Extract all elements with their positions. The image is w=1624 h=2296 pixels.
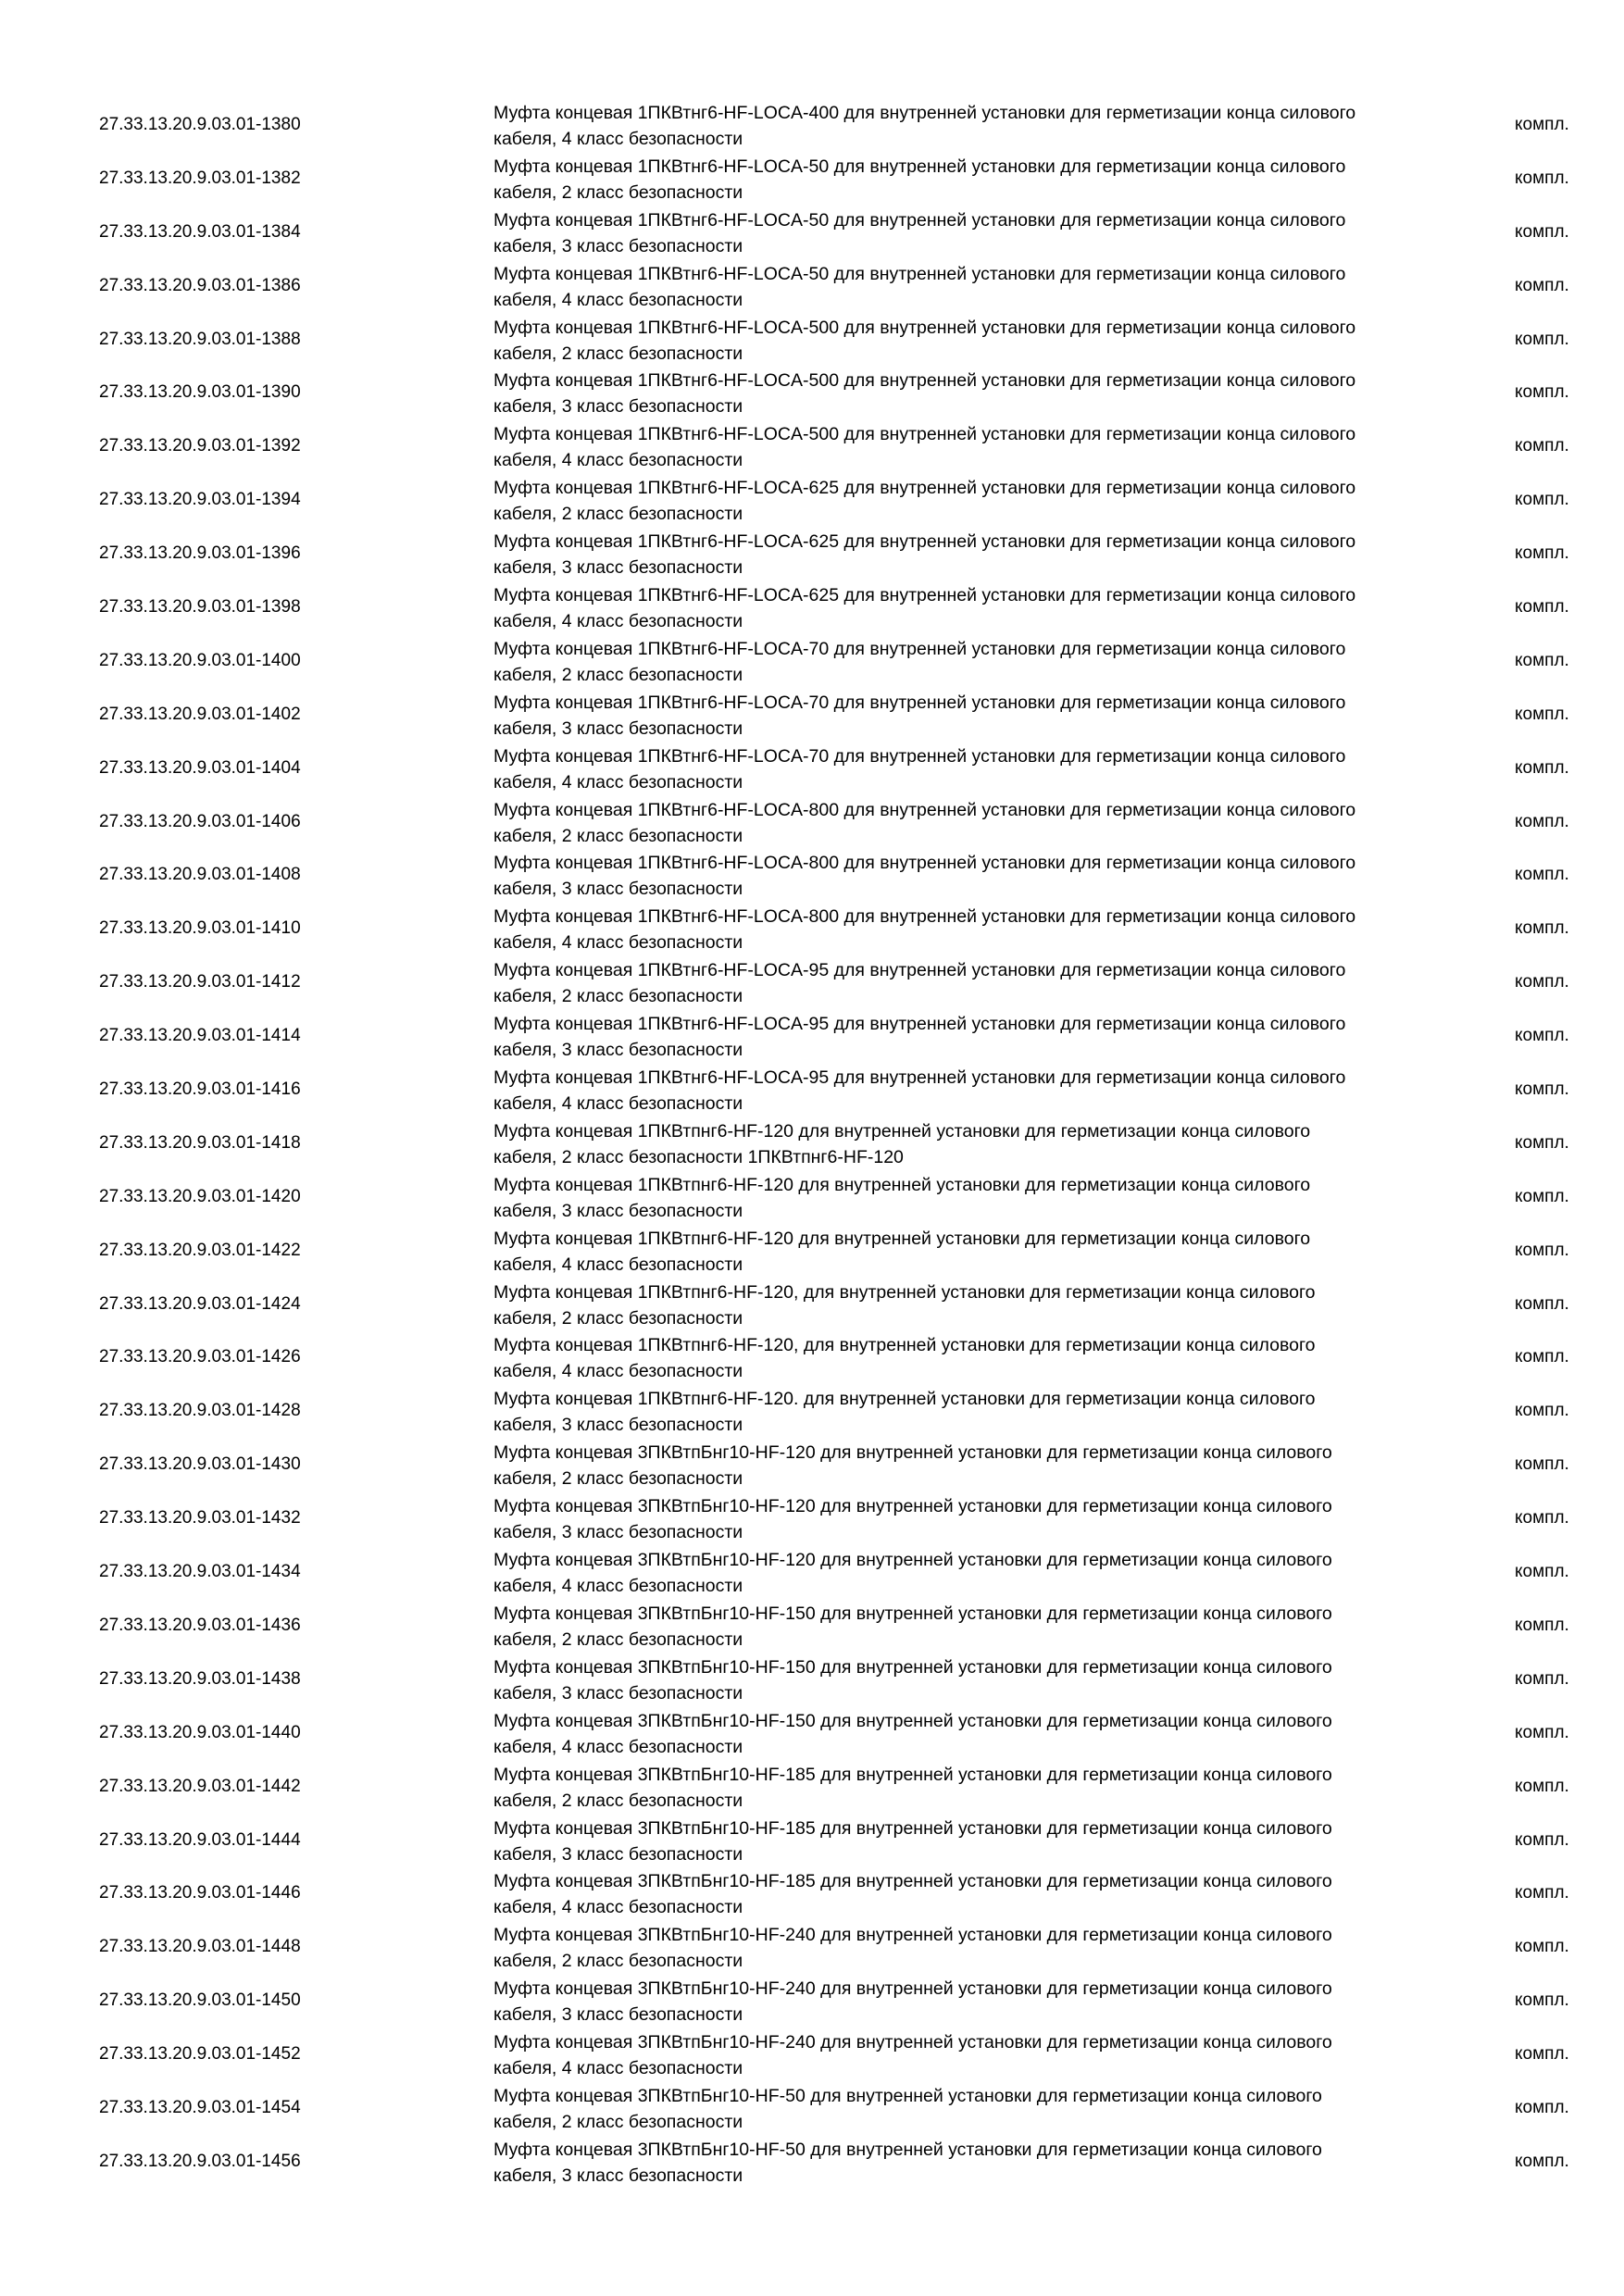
item-description-line: кабеля, 2 класс безопасности — [493, 2111, 743, 2132]
item-unit: компл. — [1515, 221, 1569, 242]
table-row — [0, 1866, 1624, 1920]
item-description-line: кабеля, 2 класс безопасности — [493, 825, 743, 846]
item-description — [493, 1440, 1466, 1491]
item-code: 27.33.13.20.9.03.01-1438 — [99, 1668, 301, 1689]
item-code: 27.33.13.20.9.03.01-1396 — [99, 543, 301, 564]
item-description — [493, 1922, 1466, 1974]
item-description-line: кабеля, 4 класс безопасности — [493, 289, 743, 310]
item-description — [493, 421, 1466, 473]
item-description — [493, 2029, 1466, 2081]
item-description-line: Муфта концевая 1ПКВтнг6-HF-LOCA-95 для внутренней установки для герметизации конца силового — [493, 1014, 1346, 1035]
item-unit: компл. — [1515, 650, 1569, 670]
item-description — [493, 154, 1466, 206]
item-unit: компл. — [1515, 918, 1569, 939]
item-description-line: кабеля, 2 класс безопасности — [493, 1790, 743, 1811]
item-code: 27.33.13.20.9.03.01-1432 — [99, 1508, 301, 1529]
item-description-line: кабеля, 4 класс безопасности — [493, 1254, 743, 1275]
item-code: 27.33.13.20.9.03.01-1412 — [99, 972, 301, 992]
item-description-line: Муфта концевая 3ПКВтпБнг10-HF-185 для внутренней установки для герметизации конца силового — [493, 1817, 1332, 1839]
item-description — [493, 100, 1466, 152]
item-unit: компл. — [1515, 275, 1569, 295]
item-code: 27.33.13.20.9.03.01-1390 — [99, 382, 301, 403]
table-row — [0, 1974, 1624, 2028]
item-description-line: кабеля, 2 класс безопасности — [493, 986, 743, 1007]
item-description-line: Муфта концевая 3ПКВтпБнг10-HF-50 для внутренней установки для герметизации конца силового — [493, 2085, 1322, 2106]
item-unit: компл. — [1515, 1937, 1569, 1957]
item-code: 27.33.13.20.9.03.01-1436 — [99, 1615, 301, 1635]
item-description — [493, 636, 1466, 688]
table-row — [0, 795, 1624, 849]
item-description — [493, 315, 1466, 367]
item-description-line: кабеля, 4 класс безопасности — [493, 1576, 743, 1597]
item-unit: компл. — [1515, 1186, 1569, 1206]
item-code: 27.33.13.20.9.03.01-1428 — [99, 1401, 301, 1421]
item-code: 27.33.13.20.9.03.01-1384 — [99, 221, 301, 242]
item-description-line: Муфта концевая 1ПКВтнг6-HF-LOCA-625 для внутренней установки для герметизации конца силового — [493, 531, 1356, 553]
item-description-line: Муфта концевая 1ПКВтпнг6-HF-120, для внутренней установки для герметизации конца силового — [493, 1281, 1316, 1303]
item-description-line: кабеля, 3 класс безопасности — [493, 718, 743, 739]
item-description-line: Муфта концевая 1ПКВтнг6-HF-LOCA-800 для внутренней установки для герметизации конца силового — [493, 906, 1356, 928]
item-unit: компл. — [1515, 811, 1569, 831]
item-code: 27.33.13.20.9.03.01-1450 — [99, 1990, 301, 2011]
item-description — [493, 1762, 1466, 1814]
item-description-line: кабеля, 4 класс безопасности — [493, 450, 743, 471]
item-unit: компл. — [1515, 1401, 1569, 1421]
item-unit: компл. — [1515, 865, 1569, 885]
table-row — [0, 1009, 1624, 1063]
item-code: 27.33.13.20.9.03.01-1456 — [99, 2151, 301, 2171]
item-code: 27.33.13.20.9.03.01-1398 — [99, 597, 301, 618]
item-unit: компл. — [1515, 1990, 1569, 2011]
item-description — [493, 475, 1466, 527]
table-row — [0, 2135, 1624, 2189]
item-description-line: Муфта концевая 1ПКВтнг6-HF-LOCA-70 для внутренней установки для герметизации конца силового — [493, 638, 1346, 659]
item-unit: компл. — [1515, 1883, 1569, 1903]
item-unit: компл. — [1515, 168, 1569, 188]
table-row — [0, 1920, 1624, 1974]
item-code: 27.33.13.20.9.03.01-1426 — [99, 1347, 301, 1367]
table-row — [0, 1491, 1624, 1545]
item-unit: компл. — [1515, 1347, 1569, 1367]
item-unit: компл. — [1515, 1668, 1569, 1689]
item-description-line: кабеля, 4 класс безопасности — [493, 932, 743, 954]
item-description — [493, 1816, 1466, 1867]
item-description — [493, 1708, 1466, 1760]
table-row — [0, 1224, 1624, 1278]
table-row — [0, 1278, 1624, 1331]
item-description-line: Муфта концевая 3ПКВтпБнг10-HF-120 для внутренней установки для герметизации конца силового — [493, 1496, 1332, 1517]
item-code: 27.33.13.20.9.03.01-1418 — [99, 1132, 301, 1153]
item-description-line: кабеля, 2 класс безопасности — [493, 343, 743, 364]
item-description-line: кабеля, 3 класс безопасности — [493, 2165, 743, 2186]
item-description-line: Муфта концевая 1ПКВтнг6-HF-LOCA-95 для внутренней установки для герметизации конца силового — [493, 960, 1346, 981]
item-description-line: Муфта концевая 1ПКВтнг6-HF-LOCA-800 для внутренней установки для герметизации конца силового — [493, 799, 1356, 820]
item-unit: компл. — [1515, 1454, 1569, 1475]
item-description — [493, 582, 1466, 634]
table-row — [0, 1599, 1624, 1653]
item-description — [493, 850, 1466, 902]
item-description-line: кабеля, 3 класс безопасности — [493, 1415, 743, 1436]
item-description — [493, 1976, 1466, 2028]
table-row — [0, 848, 1624, 902]
item-code: 27.33.13.20.9.03.01-1444 — [99, 1829, 301, 1850]
item-unit: компл. — [1515, 1240, 1569, 1260]
item-description-line: Муфта концевая 1ПКВтнг6-HF-LOCA-500 для внутренней установки для герметизации конца силового — [493, 424, 1356, 445]
item-description-line: Муфта концевая 1ПКВтпнг6-HF-120. для внутренней установки для герметизации конца силового — [493, 1389, 1316, 1410]
item-code: 27.33.13.20.9.03.01-1422 — [99, 1240, 301, 1260]
table-row — [0, 313, 1624, 367]
table-row — [0, 2081, 1624, 2135]
item-description-line: кабеля, 4 класс безопасности — [493, 771, 743, 792]
table-row — [0, 366, 1624, 419]
item-description-line: кабеля, 3 класс безопасности — [493, 2004, 743, 2026]
item-description — [493, 2137, 1466, 2189]
item-description-line: Муфта концевая 1ПКВтнг6-HF-LOCA-625 для внутренней установки для герметизации конца силового — [493, 585, 1356, 606]
item-code: 27.33.13.20.9.03.01-1388 — [99, 329, 301, 349]
item-unit: компл. — [1515, 1722, 1569, 1742]
table-row — [0, 2028, 1624, 2081]
item-code: 27.33.13.20.9.03.01-1424 — [99, 1293, 301, 1314]
item-unit: компл. — [1515, 436, 1569, 456]
item-description-line: Муфта концевая 3ПКВтпБнг10-HF-120 для внутренней установки для герметизации конца силового — [493, 1442, 1332, 1464]
item-description-line: Муфта концевая 1ПКВтнг6-HF-LOCA-500 для внутренней установки для герметизации конца силового — [493, 370, 1356, 392]
table-row — [0, 527, 1624, 580]
item-description-line: кабеля, 4 класс безопасности — [493, 1897, 743, 1918]
table-row — [0, 206, 1624, 259]
table-row — [0, 634, 1624, 688]
item-description — [493, 1654, 1466, 1706]
item-description-line: кабеля, 2 класс безопасности — [493, 504, 743, 525]
item-description-line: Муфта концевая 1ПКВтпнг6-HF-120, для внутренней установки для герметизации конца силового — [493, 1335, 1316, 1356]
item-description-line: Муфта концевая 3ПКВтпБнг10-HF-185 для внутренней установки для герметизации конца силового — [493, 1764, 1332, 1785]
item-code: 27.33.13.20.9.03.01-1404 — [99, 757, 301, 778]
item-description-line: Муфта концевая 3ПКВтпБнг10-HF-120 для внутренней установки для герметизации конца силового — [493, 1550, 1332, 1571]
item-description-line: кабеля, 3 класс безопасности — [493, 235, 743, 256]
table-row — [0, 902, 1624, 955]
item-description-line: Муфта концевая 1ПКВтнг6-HF-LOCA-50 для внутренней установки для герметизации конца силового — [493, 209, 1346, 231]
item-description-line: Муфта концевая 1ПКВтпнг6-HF-120 для внутренней установки для герметизации конца силового — [493, 1174, 1311, 1195]
item-description — [493, 957, 1466, 1009]
item-code: 27.33.13.20.9.03.01-1420 — [99, 1186, 301, 1206]
item-unit: компл. — [1515, 972, 1569, 992]
table-row — [0, 1653, 1624, 1706]
item-code: 27.33.13.20.9.03.01-1386 — [99, 275, 301, 295]
item-description-line: Муфта концевая 1ПКВтнг6-HF-LOCA-625 для внутренней установки для герметизации конца силового — [493, 478, 1356, 499]
item-description-line: кабеля, 4 класс безопасности — [493, 129, 743, 149]
item-unit: компл. — [1515, 115, 1569, 134]
table-row — [0, 1545, 1624, 1599]
item-description — [493, 1601, 1466, 1653]
table-row — [0, 419, 1624, 473]
item-unit: компл. — [1515, 757, 1569, 778]
item-description-line: Муфта концевая 3ПКВтпБнг10-HF-150 для внутренней установки для герметизации конца силового — [493, 1710, 1332, 1731]
item-description — [493, 1172, 1466, 1224]
table-row — [0, 1330, 1624, 1384]
item-code: 27.33.13.20.9.03.01-1406 — [99, 811, 301, 831]
table-row — [0, 1438, 1624, 1491]
item-description-line: Муфта концевая 1ПКВтнг6-HF-LOCA-400 для внутренней установки для герметизации конца силового — [493, 103, 1356, 123]
table-row — [0, 1384, 1624, 1438]
item-description — [493, 690, 1466, 742]
item-code: 27.33.13.20.9.03.01-1394 — [99, 490, 301, 510]
table-row — [0, 259, 1624, 313]
item-description-line: Муфта концевая 1ПКВтнг6-HF-LOCA-95 для внутренней установки для герметизации конца силового — [493, 1067, 1346, 1089]
item-code: 27.33.13.20.9.03.01-1446 — [99, 1883, 301, 1903]
item-code: 27.33.13.20.9.03.01-1414 — [99, 1026, 301, 1046]
item-description-line: Муфта концевая 1ПКВтнг6-HF-LOCA-500 для внутренней установки для герметизации конца силового — [493, 317, 1356, 338]
table-row — [0, 688, 1624, 742]
item-description — [493, 1279, 1466, 1331]
item-description-line: кабеля, 4 класс безопасности — [493, 1093, 743, 1115]
item-unit: компл. — [1515, 1776, 1569, 1796]
item-code: 27.33.13.20.9.03.01-1382 — [99, 168, 301, 188]
item-description — [493, 207, 1466, 259]
item-unit: компл. — [1515, 1132, 1569, 1153]
item-description — [493, 1868, 1466, 1920]
item-description — [493, 1118, 1466, 1170]
item-description-line: Муфта концевая 3ПКВтпБнг10-HF-150 для внутренней установки для герметизации конца силового — [493, 1656, 1332, 1678]
item-code: 27.33.13.20.9.03.01-1416 — [99, 1079, 301, 1100]
item-unit: компл. — [1515, 704, 1569, 724]
item-unit: компл. — [1515, 1562, 1569, 1582]
item-description — [493, 1011, 1466, 1063]
item-description-line: кабеля, 3 класс безопасности — [493, 1682, 743, 1703]
item-code: 27.33.13.20.9.03.01-1402 — [99, 704, 301, 724]
table-row — [0, 1117, 1624, 1170]
item-code: 27.33.13.20.9.03.01-1454 — [99, 2097, 301, 2117]
item-code: 27.33.13.20.9.03.01-1410 — [99, 918, 301, 939]
item-description-line: кабеля, 2 класс безопасности — [493, 181, 743, 203]
item-description — [493, 743, 1466, 795]
item-description-line: кабеля, 3 класс безопасности — [493, 396, 743, 418]
item-description-line: Муфта концевая 3ПКВтпБнг10-HF-240 для внутренней установки для герметизации конца силового — [493, 1978, 1332, 2000]
item-description-line: Муфта концевая 1ПКВтпнг6-HF-120 для внутренней установки для герметизации конца силового — [493, 1120, 1311, 1142]
item-description — [493, 1226, 1466, 1278]
item-description-line: Муфта концевая 3ПКВтпБнг10-HF-240 для внутренней установки для герметизации конца силового — [493, 1925, 1332, 1946]
item-unit: компл. — [1515, 329, 1569, 349]
item-unit: компл. — [1515, 1026, 1569, 1046]
item-code: 27.33.13.20.9.03.01-1380 — [99, 115, 301, 134]
item-description-line: кабеля, 2 класс безопасности 1ПКВтпнг6-HF-120 — [493, 1146, 904, 1167]
item-unit: компл. — [1515, 490, 1569, 510]
item-description — [493, 529, 1466, 580]
table-row — [0, 1706, 1624, 1760]
item-description-line: Муфта концевая 1ПКВтнг6-HF-LOCA-70 для внутренней установки для герметизации конца силового — [493, 692, 1346, 713]
item-description-line: кабеля, 2 класс безопасности — [493, 1951, 743, 1972]
item-unit: компл. — [1515, 2097, 1569, 2117]
item-description-line: кабеля, 3 класс безопасности — [493, 879, 743, 900]
item-code: 27.33.13.20.9.03.01-1448 — [99, 1937, 301, 1957]
item-description-line: Муфта концевая 1ПКВтнг6-HF-LOCA-50 для внутренней установки для герметизации конца силового — [493, 263, 1346, 284]
item-description-line: кабеля, 3 класс безопасности — [493, 1200, 743, 1221]
item-code: 27.33.13.20.9.03.01-1392 — [99, 436, 301, 456]
item-description-line: Муфта концевая 3ПКВтпБнг10-HF-150 для внутренней установки для герметизации конца силового — [493, 1603, 1332, 1624]
table-row — [0, 1760, 1624, 1814]
item-unit: компл. — [1515, 1829, 1569, 1850]
item-unit: компл. — [1515, 382, 1569, 403]
item-description — [493, 368, 1466, 419]
item-unit: компл. — [1515, 1079, 1569, 1100]
item-description — [493, 1493, 1466, 1545]
table-row — [0, 1170, 1624, 1224]
item-description-line: кабеля, 4 класс безопасности — [493, 611, 743, 632]
item-description-line: кабеля, 2 класс безопасности — [493, 664, 743, 685]
item-code: 27.33.13.20.9.03.01-1400 — [99, 650, 301, 670]
item-description — [493, 261, 1466, 313]
item-unit: компл. — [1515, 1615, 1569, 1635]
item-description-line: кабеля, 3 класс безопасности — [493, 1040, 743, 1061]
item-unit: компл. — [1515, 597, 1569, 618]
item-code: 27.33.13.20.9.03.01-1430 — [99, 1454, 301, 1475]
item-unit: компл. — [1515, 1508, 1569, 1529]
item-code: 27.33.13.20.9.03.01-1452 — [99, 2044, 301, 2065]
table-row — [0, 955, 1624, 1009]
item-code: 27.33.13.20.9.03.01-1408 — [99, 865, 301, 885]
item-code: 27.33.13.20.9.03.01-1434 — [99, 1562, 301, 1582]
table-row — [0, 152, 1624, 206]
item-description — [493, 1065, 1466, 1117]
item-description-line: кабеля, 4 класс безопасности — [493, 1736, 743, 1757]
table-row — [0, 1814, 1624, 1867]
item-description-line: Муфта концевая 1ПКВтнг6-HF-LOCA-50 для внутренней установки для герметизации конца силового — [493, 156, 1346, 177]
item-description-line: Муфта концевая 1ПКВтпнг6-HF-120 для внутренней установки для герметизации конца силового — [493, 1228, 1311, 1249]
item-description — [493, 2083, 1466, 2135]
item-unit: компл. — [1515, 2151, 1569, 2171]
item-description-line: кабеля, 2 класс безопасности — [493, 1628, 743, 1650]
item-code: 27.33.13.20.9.03.01-1442 — [99, 1776, 301, 1796]
table-row — [0, 1063, 1624, 1117]
table-row — [0, 473, 1624, 527]
price-table — [0, 98, 1624, 2189]
item-description-line: кабеля, 3 класс безопасности — [493, 557, 743, 579]
item-description-line: Муфта концевая 3ПКВтпБнг10-HF-50 для внутренней установки для герметизации конца силового — [493, 2139, 1322, 2160]
item-description-line: кабеля, 4 класс безопасности — [493, 1361, 743, 1382]
item-code: 27.33.13.20.9.03.01-1440 — [99, 1722, 301, 1742]
item-description — [493, 1332, 1466, 1384]
item-unit: компл. — [1515, 543, 1569, 564]
item-description-line: кабеля, 3 класс безопасности — [493, 1522, 743, 1543]
item-description-line: кабеля, 3 класс безопасности — [493, 1843, 743, 1865]
item-description-line: Муфта концевая 3ПКВтпБнг10-HF-240 для внутренней установки для герметизации конца силового — [493, 2032, 1332, 2053]
item-unit: компл. — [1515, 2044, 1569, 2065]
item-unit: компл. — [1515, 1293, 1569, 1314]
table-row — [0, 742, 1624, 795]
table-row — [0, 580, 1624, 634]
table-row — [0, 98, 1624, 152]
item-description — [493, 1386, 1466, 1438]
item-description-line: кабеля, 2 класс безопасности — [493, 1307, 743, 1329]
item-description-line: кабеля, 4 класс безопасности — [493, 2058, 743, 2079]
item-description-line: Муфта концевая 3ПКВтпБнг10-HF-185 для внутренней установки для герметизации конца силового — [493, 1871, 1332, 1892]
item-description — [493, 904, 1466, 955]
item-description-line: кабеля, 2 класс безопасности — [493, 1468, 743, 1490]
item-description — [493, 797, 1466, 849]
item-description — [493, 1547, 1466, 1599]
item-description-line: Муфта концевая 1ПКВтнг6-HF-LOCA-70 для внутренней установки для герметизации конца силового — [493, 745, 1346, 767]
item-description-line: Муфта концевая 1ПКВтнг6-HF-LOCA-800 для внутренней установки для герметизации конца силового — [493, 853, 1356, 874]
